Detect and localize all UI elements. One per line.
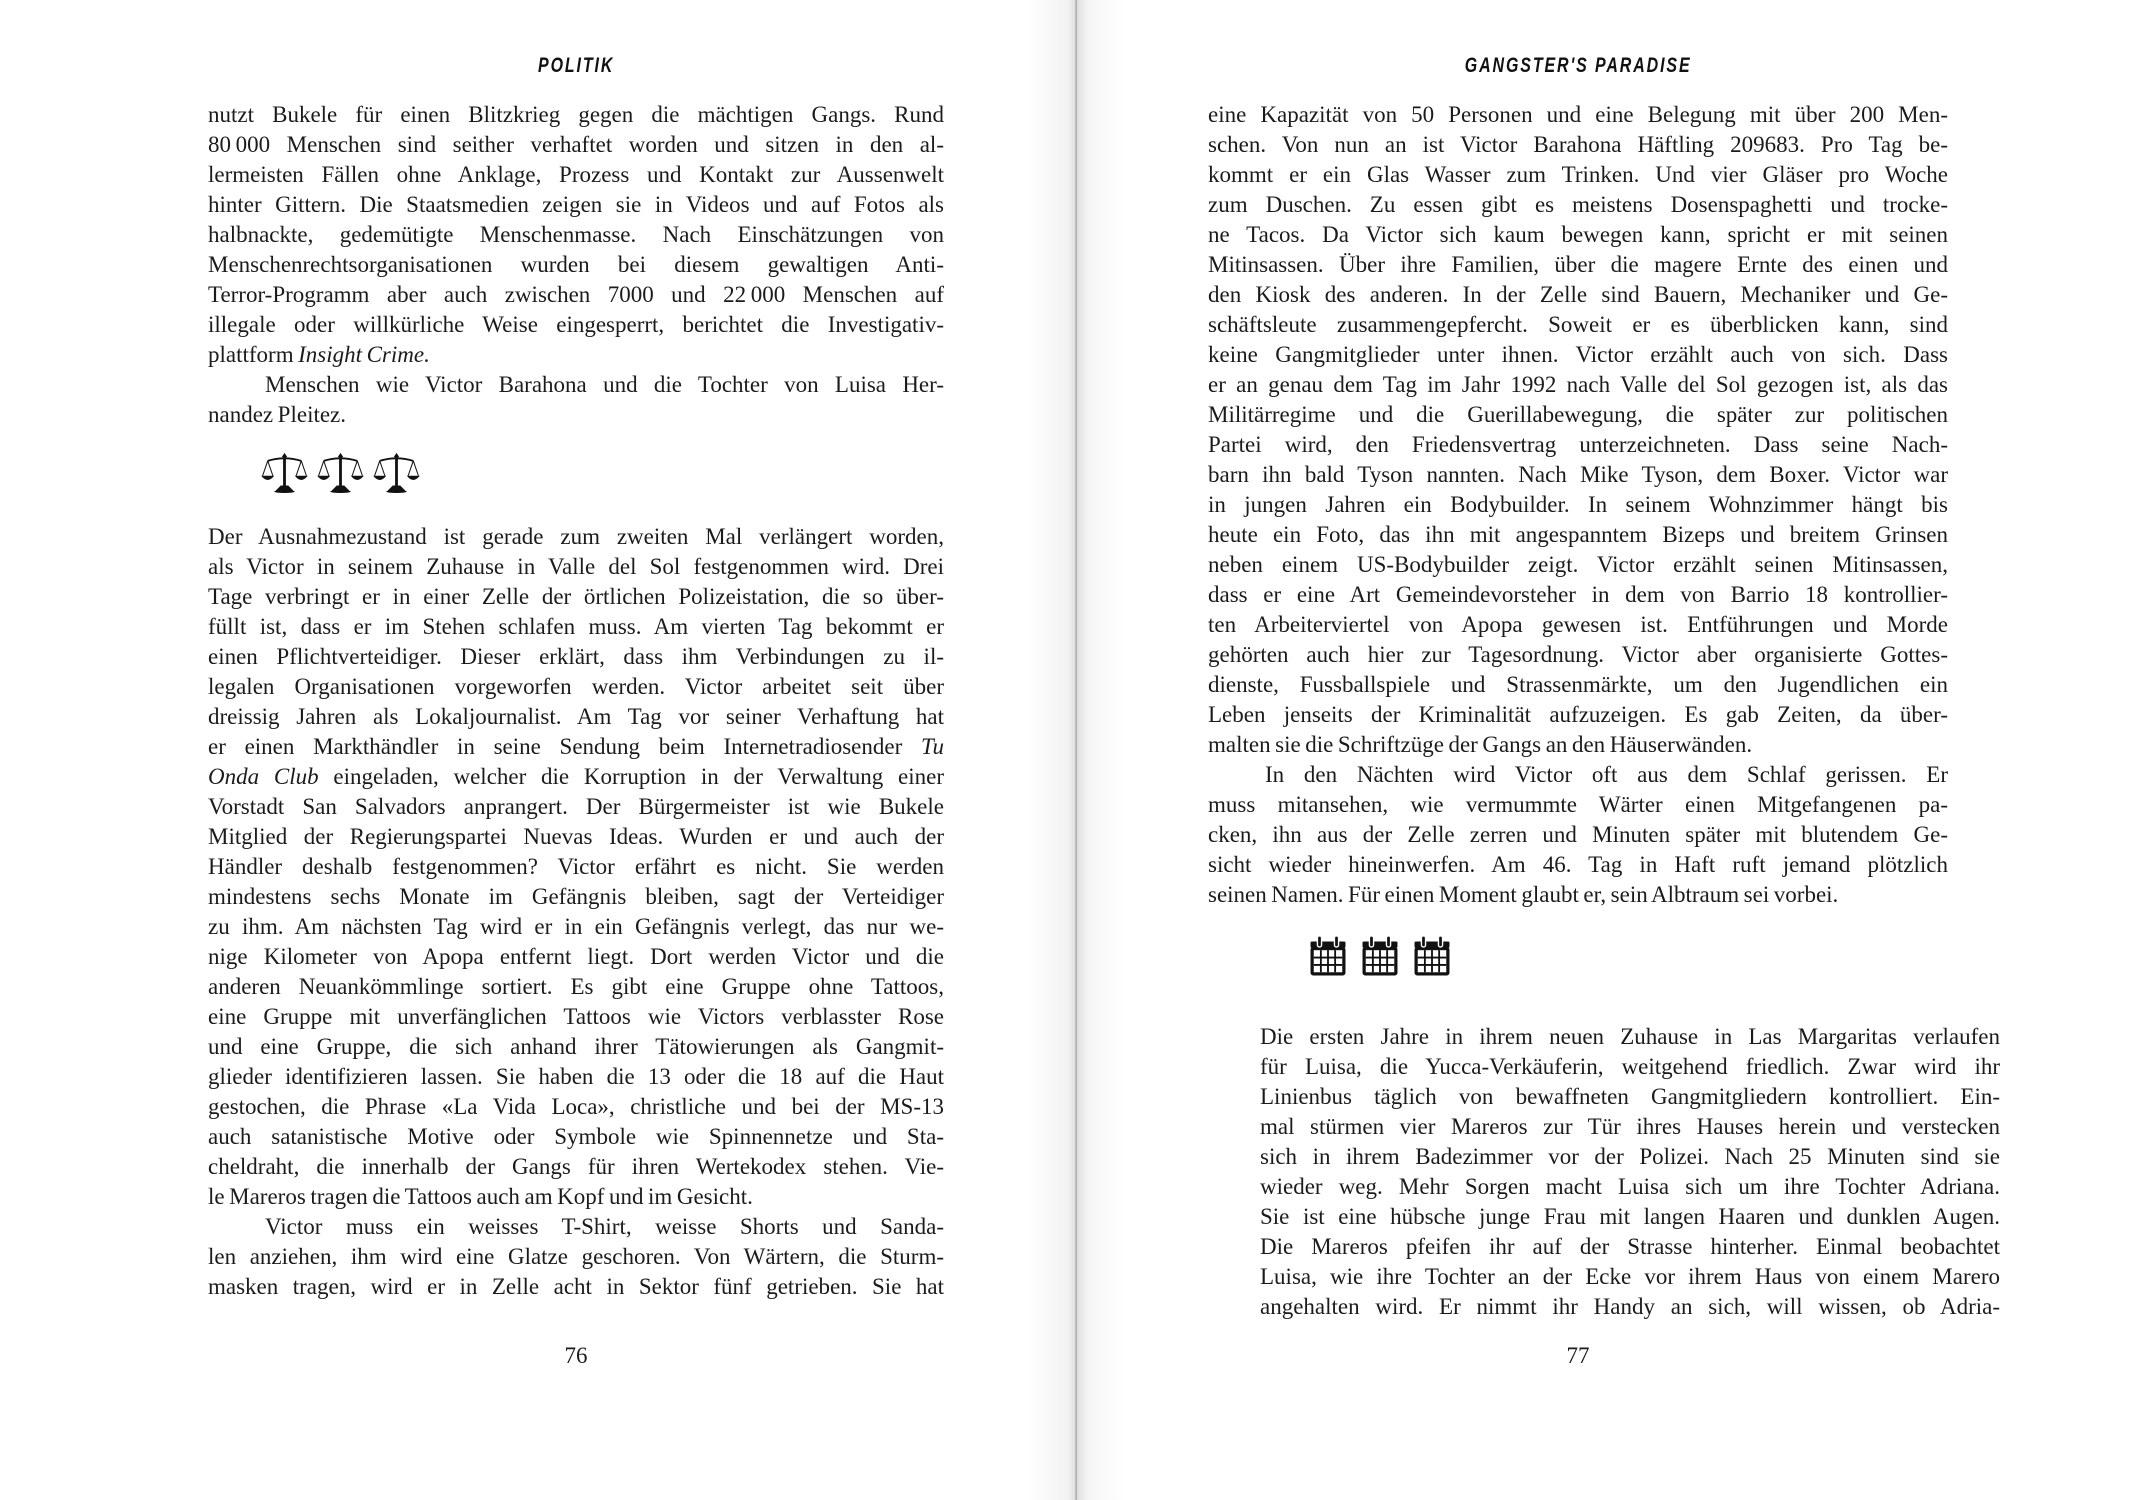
text-line bbox=[1260, 1172, 2000, 1202]
text-line bbox=[208, 160, 944, 190]
text-segment: malten sie die Schriftzüge der Gangs an den Häuserwänden. bbox=[1208, 732, 1753, 757]
text-line bbox=[1208, 220, 1948, 250]
page-number: 77 bbox=[1566, 1343, 1590, 1368]
text-line bbox=[208, 522, 944, 552]
section-divider bbox=[261, 452, 944, 493]
paragraph bbox=[208, 370, 944, 430]
running-head bbox=[208, 54, 944, 78]
text-segment: Victor muss ein weisses T-Shirt, weisse Shorts und Sanda- bbox=[265, 1214, 944, 1239]
text-line bbox=[208, 672, 944, 702]
text-column bbox=[208, 0, 944, 1302]
text-line bbox=[208, 552, 944, 582]
text-line bbox=[208, 190, 944, 220]
text-line bbox=[1208, 550, 1948, 580]
text-line bbox=[208, 822, 944, 852]
text-segment: zu ihm. Am nächsten Tag wird er in ein Gefängnis verlegt, das nur we- bbox=[208, 914, 944, 939]
text-section bbox=[208, 522, 944, 1302]
text-line bbox=[208, 882, 944, 912]
paragraph bbox=[1208, 760, 1948, 910]
running-head-text: POLITIK bbox=[537, 54, 615, 77]
text-segment: und eine Gruppe, die sich anhand ihrer Tätowierungen als Gangmit- bbox=[208, 1034, 944, 1059]
text-segment: sicht wieder hineinwerfen. Am 46. Tag in Haft ruft jemand plötzlich bbox=[1208, 852, 1948, 877]
text-segment: neben einem US-Bodybuilder zeigt. Victor erzählt seinen Mitinsassen, bbox=[1208, 552, 1948, 577]
text-line bbox=[1208, 430, 1948, 460]
text-segment: eine Gruppe mit unverfänglichen Tattoos wie Victors verblasster Rose bbox=[208, 1004, 944, 1029]
text-segment: dreissig Jahren als Lokaljournalist. Am Tag vor seiner Verhaftung hat bbox=[208, 704, 944, 729]
text-section bbox=[1260, 1022, 2000, 1322]
text-segment: Menschen wie Victor Barahona und die Tochter von Luisa Her- bbox=[265, 372, 944, 397]
paragraph bbox=[208, 1212, 944, 1302]
text-line bbox=[208, 1272, 944, 1302]
text-segment: le Mareros tragen die Tattoos auch am Kopf und im Gesicht. bbox=[208, 1184, 753, 1209]
text-line bbox=[1208, 880, 1948, 910]
calendar-icon bbox=[1309, 935, 1347, 981]
text-column bbox=[1208, 0, 2000, 1322]
text-line bbox=[1260, 1082, 2000, 1112]
text-segment: als Victor in seinem Zuhause in Valle del Sol festgenommen wird. Drei bbox=[208, 554, 944, 579]
text-segment: auch satanistische Motive oder Symbole wie Spinnennetze und Sta- bbox=[208, 1124, 944, 1149]
text-line bbox=[1208, 280, 1948, 310]
text-line bbox=[1208, 310, 1948, 340]
text-segment: len anziehen, ihm wird eine Glatze geschoren. Von Wärtern, die Sturm- bbox=[208, 1244, 944, 1269]
text-segment: eingeladen, welcher die Korruption in der Verwaltung einer bbox=[318, 764, 944, 789]
text-segment: nandez Pleitez. bbox=[208, 402, 347, 427]
text-segment: Linienbus täglich von bewaffneten Gangmitgliedern kontrolliert. Ein- bbox=[1260, 1084, 2000, 1109]
text-segment: Partei wird, den Friedensvertrag unterzeichneten. Dass seine Nach- bbox=[1208, 432, 1948, 457]
text-line bbox=[1208, 850, 1948, 880]
text-line bbox=[1208, 730, 1948, 760]
text-line bbox=[1208, 610, 1948, 640]
calendar-icon bbox=[1361, 935, 1399, 981]
paragraph bbox=[1260, 1022, 2000, 1322]
text-line bbox=[1208, 700, 1948, 730]
text-segment: In den Nächten wird Victor oft aus dem Schlaf gerissen. Er bbox=[1265, 762, 1948, 787]
text-segment: Militärregime und die Guerillabewegung, die später zur politischen bbox=[1208, 402, 1948, 427]
text-line bbox=[208, 1242, 944, 1272]
text-segment: Menschenrechtsorganisationen wurden bei diesem gewaltigen Anti- bbox=[208, 252, 944, 277]
text-segment: wieder weg. Mehr Sorgen macht Luisa sich um ihre Tochter Adriana. bbox=[1260, 1174, 2000, 1199]
text-line bbox=[1260, 1142, 2000, 1172]
paragraph bbox=[1208, 100, 1948, 760]
text-line bbox=[1208, 640, 1948, 670]
text-line bbox=[208, 220, 944, 250]
text-segment: ten Arbeiterviertel von Apopa gewesen ist. Entführungen und Morde bbox=[1208, 612, 1948, 637]
text-segment: einen Pflichtverteidiger. Dieser erklärt, dass ihm Verbindungen zu il- bbox=[208, 644, 944, 669]
text-segment: nutzt Bukele für einen Blitzkrieg gegen die mächtigen Gangs. Rund bbox=[208, 102, 944, 127]
text-line bbox=[1260, 1262, 2000, 1292]
text-line bbox=[1208, 520, 1948, 550]
text-line bbox=[208, 1182, 944, 1212]
spine-shadow bbox=[1026, 0, 1126, 1500]
text-segment: glieder identifizieren lassen. Sie haben die 13 oder die 18 auf die Haut bbox=[208, 1064, 944, 1089]
text-line bbox=[1208, 100, 1948, 130]
text-line bbox=[208, 130, 944, 160]
text-line bbox=[208, 370, 944, 400]
text-line bbox=[208, 612, 944, 642]
text-line bbox=[208, 1032, 944, 1062]
text-segment: Vorstadt San Salvadors anprangert. Der Bürgermeister ist wie Bukele bbox=[208, 794, 944, 819]
text-line bbox=[208, 1212, 944, 1242]
text-line bbox=[208, 1002, 944, 1032]
text-line bbox=[208, 732, 944, 762]
text-line bbox=[208, 942, 944, 972]
text-segment: zum Duschen. Zu essen gibt es meistens Dosenspaghetti und trocke- bbox=[1208, 192, 1948, 217]
text-line bbox=[1208, 490, 1948, 520]
text-line bbox=[208, 582, 944, 612]
text-line bbox=[1208, 580, 1948, 610]
text-line bbox=[208, 972, 944, 1002]
text-segment: heute ein Foto, das ihn mit angespanntem Bizeps und breitem Grinsen bbox=[1208, 522, 1948, 547]
text-segment: muss mitansehen, wie vermummte Wärter einen Mitgefangenen pa- bbox=[1208, 792, 1948, 817]
text-line bbox=[1208, 460, 1948, 490]
text-segment: Luisa, wie ihre Tochter an der Ecke vor ihrem Haus von einem Marero bbox=[1260, 1264, 2000, 1289]
text-segment: keine Gangmitglieder unter ihnen. Victor erzählt auch von sich. Dass bbox=[1208, 342, 1948, 367]
text-line bbox=[1208, 670, 1948, 700]
text-segment: plattform bbox=[208, 342, 299, 367]
paragraph bbox=[208, 522, 944, 1212]
scales-icon bbox=[317, 452, 364, 493]
text-segment: Der Ausnahmezustand ist gerade zum zweiten Mal verlängert worden, bbox=[208, 524, 944, 549]
text-segment: Leben jenseits der Kriminalität aufzuzeigen. Es gab Zeiten, da über- bbox=[1208, 702, 1948, 727]
text-segment: lermeisten Fällen ohne Anklage, Prozess und Kontakt zur Aussenwelt bbox=[208, 162, 944, 187]
calendar-icon bbox=[1413, 935, 1451, 981]
text-line bbox=[208, 280, 944, 310]
text-line bbox=[1260, 1202, 2000, 1232]
text-segment: Tu bbox=[920, 734, 944, 759]
paragraph bbox=[208, 100, 944, 370]
text-line bbox=[208, 1122, 944, 1152]
text-segment: eine Kapazität von 50 Personen und eine Belegung mit über 200 Men- bbox=[1208, 102, 1948, 127]
text-segment: er an genau dem Tag im Jahr 1992 nach Valle del Sol gezogen ist, als das bbox=[1208, 372, 1948, 397]
text-segment: dienste, Fussballspiele und Strassenmärkte, um den Jugendlichen ein bbox=[1208, 672, 1948, 697]
text-segment: in jungen Jahren ein Bodybuilder. In seinem Wohnzimmer hängt bis bbox=[1208, 492, 1948, 517]
text-line bbox=[1208, 370, 1948, 400]
text-segment: 80 000 Menschen sind seither verhaftet worden und sitzen in den al- bbox=[208, 132, 944, 157]
text-line bbox=[208, 642, 944, 672]
text-line bbox=[1260, 1232, 2000, 1262]
text-line bbox=[208, 1062, 944, 1092]
text-line bbox=[1260, 1112, 2000, 1142]
scales-icon bbox=[261, 452, 308, 493]
text-segment: kommt er ein Glas Wasser zum Trinken. Und vier Gläser pro Woche bbox=[1208, 162, 1948, 187]
text-segment: Tage verbringt er in einer Zelle der örtlichen Polizeistation, die so über- bbox=[208, 584, 944, 609]
page-left bbox=[208, 0, 944, 1500]
text-line bbox=[208, 762, 944, 792]
text-line bbox=[208, 852, 944, 882]
text-segment: Mitinsassen. Über ihre Familien, über die magere Ernte des einen und bbox=[1208, 252, 1948, 277]
text-segment: mal stürmen vier Mareros zur Tür ihres Hauses herein und verstecken bbox=[1260, 1114, 2000, 1139]
text-segment: illegale oder willkürliche Weise eingesperrt, berichtet die Investigativ- bbox=[208, 312, 944, 337]
text-segment: Insight Crime. bbox=[298, 342, 430, 367]
text-segment: Onda Club bbox=[208, 764, 319, 789]
text-line bbox=[208, 100, 944, 130]
text-segment: halbnackte, gedemütigte Menschenmasse. Nach Einschätzungen von bbox=[208, 222, 944, 247]
text-line bbox=[1208, 130, 1948, 160]
text-line bbox=[208, 1092, 944, 1122]
text-segment: cheldraht, die innerhalb der Gangs für ihren Wertekodex stehen. Vie- bbox=[208, 1154, 944, 1179]
text-segment: anderen Neuankömmlinge sortiert. Es gibt eine Gruppe ohne Tattoos, bbox=[208, 974, 944, 999]
text-segment: mindestens sechs Monate im Gefängnis bleiben, sagt der Verteidiger bbox=[208, 884, 944, 909]
text-segment: masken tragen, wird er in Zelle acht in Sektor fünf getrieben. Sie hat bbox=[208, 1274, 944, 1299]
text-segment: sich in ihrem Badezimmer vor der Polizei. Nach 25 Minuten sind sie bbox=[1260, 1144, 2000, 1169]
text-segment: schen. Von nun an ist Victor Barahona Häftling 209683. Pro Tag be- bbox=[1208, 132, 1948, 157]
text-segment: nige Kilometer von Apopa entfernt liegt. Dort werden Victor und die bbox=[208, 944, 944, 969]
text-line bbox=[208, 340, 944, 370]
text-segment: Mitglied der Regierungspartei Nuevas Ideas. Wurden er und auch der bbox=[208, 824, 944, 849]
text-segment: Die Mareros pfeifen ihr auf der Strasse hinterher. Einmal beobachtet bbox=[1260, 1234, 2000, 1259]
text-line bbox=[1260, 1022, 2000, 1052]
text-line bbox=[1208, 820, 1948, 850]
text-segment: gestochen, die Phrase «La Vida Loca», christliche und bei der MS-13 bbox=[208, 1094, 944, 1119]
text-line bbox=[208, 250, 944, 280]
text-segment: dass er eine Art Gemeindevorsteher in dem von Barrio 18 kontrollier- bbox=[1208, 582, 1948, 607]
text-line bbox=[208, 310, 944, 340]
text-segment: Die ersten Jahre in ihrem neuen Zuhause in Las Margaritas verlaufen bbox=[1260, 1024, 2000, 1049]
text-section bbox=[208, 100, 944, 430]
text-line bbox=[1208, 190, 1948, 220]
text-segment: ne Tacos. Da Victor sich kaum bewegen kann, spricht er mit seinen bbox=[1208, 222, 1948, 247]
text-line bbox=[208, 400, 944, 430]
running-head bbox=[1208, 54, 1948, 78]
text-segment: gehörten auch hier zur Tagesordnung. Victor aber organisierte Gottes- bbox=[1208, 642, 1948, 667]
text-line bbox=[208, 1152, 944, 1182]
text-segment: füllt ist, dass er im Stehen schlafen muss. Am vierten Tag bekommt er bbox=[208, 614, 944, 639]
text-line bbox=[1208, 760, 1948, 790]
text-line bbox=[208, 912, 944, 942]
text-segment: angehalten wird. Er nimmt ihr Handy an sich, will wissen, ob Adria- bbox=[1260, 1294, 2000, 1319]
text-segment: legalen Organisationen vorgeworfen werden. Victor arbeitet seit über bbox=[208, 674, 944, 699]
text-segment: Terror-Programm aber auch zwischen 7000 und 22 000 Menschen auf bbox=[208, 282, 944, 307]
text-line bbox=[208, 792, 944, 822]
text-segment: hinter Gittern. Die Staatsmedien zeigen sie in Videos und auf Fotos als bbox=[208, 192, 944, 217]
text-segment: schäftsleute zusammengepfercht. Soweit er es überblicken kann, sind bbox=[1208, 312, 1948, 337]
text-segment: er einen Markthändler in seine Sendung beim Internetradiosender bbox=[208, 734, 921, 759]
text-segment: für Luisa, die Yucca-Verkäuferin, weitgehend friedlich. Zwar wird ihr bbox=[1260, 1054, 2000, 1079]
text-segment: cken, ihn aus der Zelle zerren und Minuten später mit blutendem Ge- bbox=[1208, 822, 1948, 847]
text-line bbox=[1260, 1052, 2000, 1082]
text-line bbox=[1208, 160, 1948, 190]
section-divider bbox=[1309, 935, 1948, 981]
scales-icon bbox=[373, 452, 420, 493]
text-line bbox=[208, 702, 944, 732]
text-segment: den Kiosk des anderen. In der Zelle sind Bauern, Mechaniker und Ge- bbox=[1208, 282, 1948, 307]
text-line bbox=[1208, 790, 1948, 820]
page-right bbox=[1208, 0, 2000, 1500]
text-segment: barn ihn bald Tyson nannten. Nach Mike Tyson, dem Boxer. Victor war bbox=[1208, 462, 1948, 487]
text-segment: Sie ist eine hübsche junge Frau mit langen Haaren und dunklen Augen. bbox=[1260, 1204, 2000, 1229]
text-line bbox=[1260, 1292, 2000, 1322]
text-line bbox=[1208, 400, 1948, 430]
running-head-text: GANGSTER'S PARADISE bbox=[1464, 54, 1692, 77]
text-section bbox=[1208, 100, 1948, 910]
page-number: 76 bbox=[564, 1343, 588, 1368]
text-line bbox=[1208, 340, 1948, 370]
text-line bbox=[1208, 250, 1948, 280]
text-segment: seinen Namen. Für einen Moment glaubt er, sein Albtraum sei vorbei. bbox=[1208, 882, 1839, 907]
text-segment: Händler deshalb festgenommen? Victor erfährt es nicht. Sie werden bbox=[208, 854, 944, 879]
